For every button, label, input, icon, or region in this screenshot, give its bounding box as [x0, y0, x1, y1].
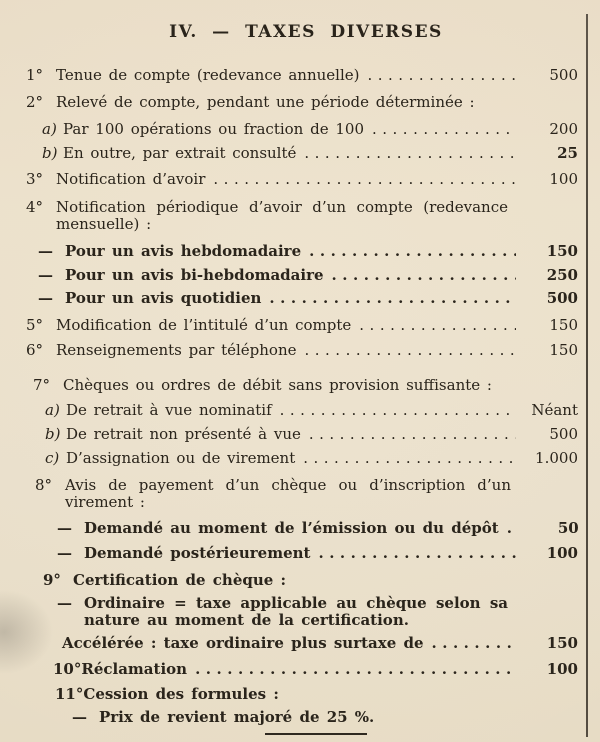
tariff-subline [72, 709, 578, 726]
item-text: Relevé de compte, pendant une période déterminée : [56, 93, 475, 111]
tariff-subline [42, 145, 578, 162]
tariff-subline [57, 595, 578, 629]
dot-leader [305, 342, 517, 359]
dot-leader [303, 450, 516, 467]
item-marker: b) [45, 425, 61, 443]
item-text: De retrait non présenté à vue [66, 425, 301, 443]
item-text: Modification de l’intitulé d’un compte [56, 316, 352, 334]
item-number: 3° [26, 170, 44, 188]
dot-leader [304, 145, 516, 162]
item-text: Demandé au moment de l’émission ou du dépôt [84, 519, 499, 537]
fee-value: 200 [549, 120, 578, 138]
page-edge-scan-line [586, 14, 588, 737]
dot-leader [372, 121, 516, 138]
fee-value: 150 [546, 634, 578, 652]
tariff-line [53, 661, 578, 678]
fee-value: Néant [531, 401, 578, 419]
tariff-line [35, 477, 578, 511]
end-of-section-rule [265, 733, 367, 735]
fee-value: 500 [549, 425, 578, 443]
tariff-subline [62, 635, 578, 652]
item-marker: a) [45, 401, 60, 419]
dot-leader [280, 402, 516, 419]
fee-value: 100 [546, 544, 578, 562]
dash-marker: — [57, 519, 72, 537]
item-number: 9° [43, 571, 61, 589]
item-text: Ordinaire = taxe applicable au chèque selon sa nature au moment de la certification. [84, 594, 508, 629]
dot-leader [213, 171, 516, 188]
item-number: 7° [33, 376, 51, 394]
item-text: Certification de chèque : [73, 571, 287, 589]
item-number: 1° [26, 66, 44, 84]
fee-value: 150 [549, 341, 578, 359]
item-text: Pour un avis hebdomadaire [65, 242, 302, 260]
item-marker: c) [45, 449, 60, 467]
dot-leader [309, 243, 516, 260]
item-text: Notification d’avoir [56, 170, 206, 188]
item-text: Prix de revient majoré de 25 %. [99, 708, 375, 726]
item-marker: a) [42, 120, 57, 138]
fee-value: 50 [557, 519, 579, 537]
tariff-subline [57, 520, 578, 537]
tariff-line [26, 67, 578, 84]
item-number: 5° [26, 316, 44, 334]
item-text: Demandé postérieurement [84, 544, 311, 562]
dot-leader [309, 426, 516, 443]
dot-leader [359, 317, 516, 334]
item-number: 6° [26, 341, 44, 359]
fee-value: 500 [549, 66, 578, 84]
tariff-subline [38, 290, 578, 307]
item-text: D’assignation ou de virement [66, 449, 296, 467]
item-text: Accélérée : taxe ordinaire plus surtaxe de [62, 634, 424, 652]
tariff-line [26, 171, 578, 188]
fee-value: 1.000 [535, 449, 578, 467]
item-number: 2° [26, 93, 44, 111]
tariff-line [26, 199, 578, 233]
dash-marker: — [57, 594, 72, 612]
item-text: Par 100 opérations ou fraction de 100 [63, 120, 364, 138]
dot-leader [318, 545, 516, 562]
tariff-line [33, 377, 578, 394]
dash-marker: — [38, 289, 53, 307]
item-text: Chèques ou ordres de débit sans provision suffisante : [63, 376, 492, 394]
item-text: Cession des formules : [83, 685, 279, 703]
dash-marker: — [38, 266, 53, 284]
dash-marker: — [72, 708, 87, 726]
dot-leader [269, 290, 516, 307]
item-number: 4° [26, 198, 44, 216]
item-text: Pour un avis bi-hebdomadaire [65, 266, 324, 284]
item-text: En outre, par extrait consulté [63, 144, 297, 162]
tariff-line [26, 342, 578, 359]
tariff-subline [57, 545, 578, 562]
dot-leader [507, 520, 517, 537]
fee-value: 100 [546, 660, 578, 678]
item-number: 10° [53, 660, 82, 678]
section-title: IV. — TAXES DIVERSES [169, 22, 443, 42]
tariff-subline [45, 450, 578, 467]
fee-value: 100 [549, 170, 578, 188]
tariff-line [26, 94, 578, 111]
item-text: Notification périodique d’avoir d’un compte (redevance mensuelle) : [56, 198, 508, 233]
dot-leader [195, 661, 516, 678]
fee-value: 25 [557, 144, 578, 162]
tariff-subline [38, 243, 578, 260]
item-text: Tenue de compte (redevance annuelle) [56, 66, 360, 84]
tariff-subline [42, 121, 578, 138]
item-marker: b) [42, 144, 58, 162]
item-number: 11° [55, 685, 84, 703]
tariff-line [55, 686, 578, 703]
item-text: Renseignements par téléphone [56, 341, 297, 359]
fee-value: 150 [546, 242, 578, 260]
fee-value: 150 [549, 316, 578, 334]
tariff-line [43, 572, 578, 589]
dot-leader [432, 635, 516, 652]
item-text: Réclamation [81, 660, 188, 678]
tariff-subline [38, 267, 578, 284]
fee-value: 250 [546, 266, 578, 284]
dash-marker: — [57, 544, 72, 562]
item-text: Avis de payement d’un chèque ou d’inscription d’un virement : [65, 476, 511, 511]
item-text: Pour un avis quotidien [65, 289, 262, 307]
tariff-line [26, 317, 578, 334]
fee-value: 500 [546, 289, 578, 307]
item-text: De retrait à vue nominatif [66, 401, 272, 419]
tariff-subline [45, 426, 578, 443]
item-number: 8° [35, 476, 53, 494]
tariff-subline [45, 402, 578, 419]
dot-leader [368, 67, 517, 84]
dash-marker: — [38, 242, 53, 260]
dot-leader [332, 267, 516, 284]
